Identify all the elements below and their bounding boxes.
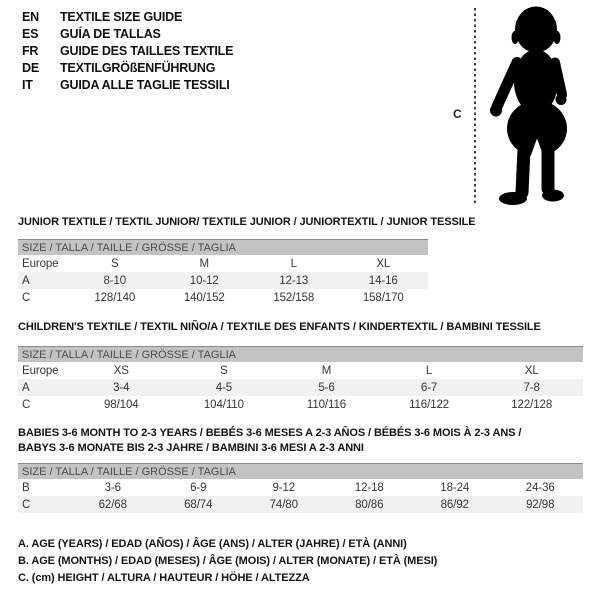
size-cell: M: [199, 257, 209, 270]
row-label: C: [18, 496, 70, 513]
footnote-c: C. (cm) HEIGHT / ALTURA / HAUTEUR / HÖHE / ALTEZZA: [18, 572, 310, 584]
size-cell: 116/122: [409, 398, 450, 411]
row-label: A: [18, 272, 70, 289]
row-label: B: [22, 481, 30, 494]
size-cell: 158/170: [362, 291, 404, 304]
lang-code: DE: [22, 61, 39, 75]
footnote-a: A. AGE (YEARS) / EDAD (AÑOS) / ÂGE (ANS) / ALTER (JAHRE) / ETÀ (ANNI): [18, 538, 407, 550]
size-cell: XL: [524, 364, 539, 377]
size-cell: M: [321, 364, 332, 377]
size-cell: 8-10: [70, 272, 160, 289]
table-row: [18, 289, 428, 306]
table-row: [18, 272, 428, 289]
size-cell: S: [110, 257, 119, 270]
lang-code: IT: [22, 78, 33, 92]
size-cell: 68/74: [156, 496, 242, 513]
children-textile-section: [18, 321, 583, 413]
footnote-b: B. AGE (MONTHS) / EDAD (MESES) / ÂGE (MOIS) / ALTER (MONATE) / ETÀ (MESI): [18, 555, 438, 567]
language-legend: [22, 9, 233, 94]
size-cell: 12-13: [249, 272, 339, 289]
size-cell: 6-7: [378, 379, 481, 396]
size-cell: L: [290, 257, 297, 270]
lang-code: ES: [22, 27, 39, 41]
row-label: C: [22, 398, 31, 411]
table-row: [18, 255, 428, 272]
babies-textile-section: [18, 426, 583, 513]
size-cell: XS: [113, 364, 129, 377]
lang-code: EN: [22, 10, 39, 24]
babies-size-table: [18, 479, 583, 513]
table-row: [18, 479, 583, 496]
lang-title: TEXTILGRÖßENFÜHRUNG: [60, 61, 216, 75]
size-cell: 3-6: [104, 481, 121, 494]
lang-title: GUIDE DES TAILLES TEXTILE: [60, 44, 234, 58]
babies-table-title-line2: BABYS 3-6 MONATE BIS 2-3 JAHRE / BAMBINI 3-6 MESI A 2-3 ANNI: [18, 442, 364, 454]
size-cell: 80/86: [327, 496, 413, 513]
size-cell: 122/128: [511, 398, 553, 411]
junior-textile-section: [18, 216, 476, 306]
size-cell: 12-18: [354, 481, 384, 494]
table-row: [18, 396, 583, 413]
lang-code: FR: [22, 44, 39, 58]
children-size-table: [18, 362, 583, 413]
size-cell: 104/110: [203, 398, 244, 411]
size-cell: 24-36: [525, 481, 555, 494]
size-cell: XL: [376, 257, 391, 270]
size-cell: 3-4: [70, 379, 173, 396]
size-cell: 5-6: [275, 379, 378, 396]
lang-title: GUÍA DE TALLAS: [60, 27, 161, 41]
junior-size-table: [18, 255, 428, 306]
children-table-title: CHILDREN'S TEXTILE / TEXTIL NIÑO/A / TEXTILE DES ENFANTS / KINDERTEXTIL / BAMBINI TESSILE: [18, 321, 541, 333]
table-row: [18, 496, 583, 513]
size-cell: 14-16: [339, 272, 429, 289]
size-cell: 86/92: [412, 496, 498, 513]
size-cell: 128/140: [94, 291, 136, 304]
size-cell: 98/104: [104, 398, 139, 411]
children-size-header-bar: SIZE / TALLA / TAILLE / GRÖSSE / TAGLIA: [18, 346, 583, 362]
table-row: [18, 379, 583, 396]
lang-row-fr: [22, 43, 233, 60]
size-cell: 92/98: [498, 496, 584, 513]
size-cell: L: [425, 364, 433, 377]
size-cell: 152/158: [273, 291, 315, 304]
size-cell: 110/116: [306, 398, 347, 411]
junior-table-title: JUNIOR TEXTILE / TEXTIL JUNIOR/ TEXTILE JUNIOR / JUNIORTEXTIL / JUNIOR TESSILE: [18, 216, 476, 228]
row-label: Europe: [22, 257, 59, 270]
lang-row-en: [22, 9, 233, 26]
footnotes: [18, 536, 437, 587]
lang-row-es: [22, 26, 233, 43]
row-label: A: [18, 379, 70, 396]
size-cell: 74/80: [241, 496, 327, 513]
size-cell: 18-24: [440, 481, 470, 494]
babies-table-title-line1: BABIES 3-6 MONTH TO 2-3 YEARS / BEBÉS 3-6 MESES A 2-3 AÑOS / BÉBÉS 3-6 MOIS À 2-3 ANS /: [18, 427, 522, 439]
lang-title: TEXTILE SIZE GUIDE: [60, 10, 183, 24]
baby-silhouette-icon: [486, 4, 590, 207]
babies-size-header-bar: SIZE / TALLA / TAILLE / GRÖSSE / TAGLIA: [18, 463, 583, 479]
lang-title: GUIDA ALLE TAGLIE TESSILI: [60, 78, 230, 92]
size-cell: 62/68: [70, 496, 156, 513]
size-cell: 4-5: [173, 379, 276, 396]
size-cell: 7-8: [480, 379, 583, 396]
junior-size-header-bar: SIZE / TALLA / TAILLE / GRÖSSE / TAGLIA: [18, 239, 428, 255]
size-cell: 10-12: [160, 272, 250, 289]
lang-row-it: [22, 77, 233, 94]
row-label: Europe: [22, 364, 59, 377]
size-cell: 6-9: [190, 481, 207, 494]
row-label: C: [22, 291, 31, 304]
height-measure-label: C: [453, 107, 462, 121]
size-cell: S: [220, 364, 228, 377]
lang-row-de: [22, 60, 233, 77]
size-cell: 9-12: [272, 481, 296, 494]
height-measure-dashed-line: [474, 8, 476, 206]
size-cell: 140/152: [183, 291, 225, 304]
table-row: [18, 362, 583, 379]
